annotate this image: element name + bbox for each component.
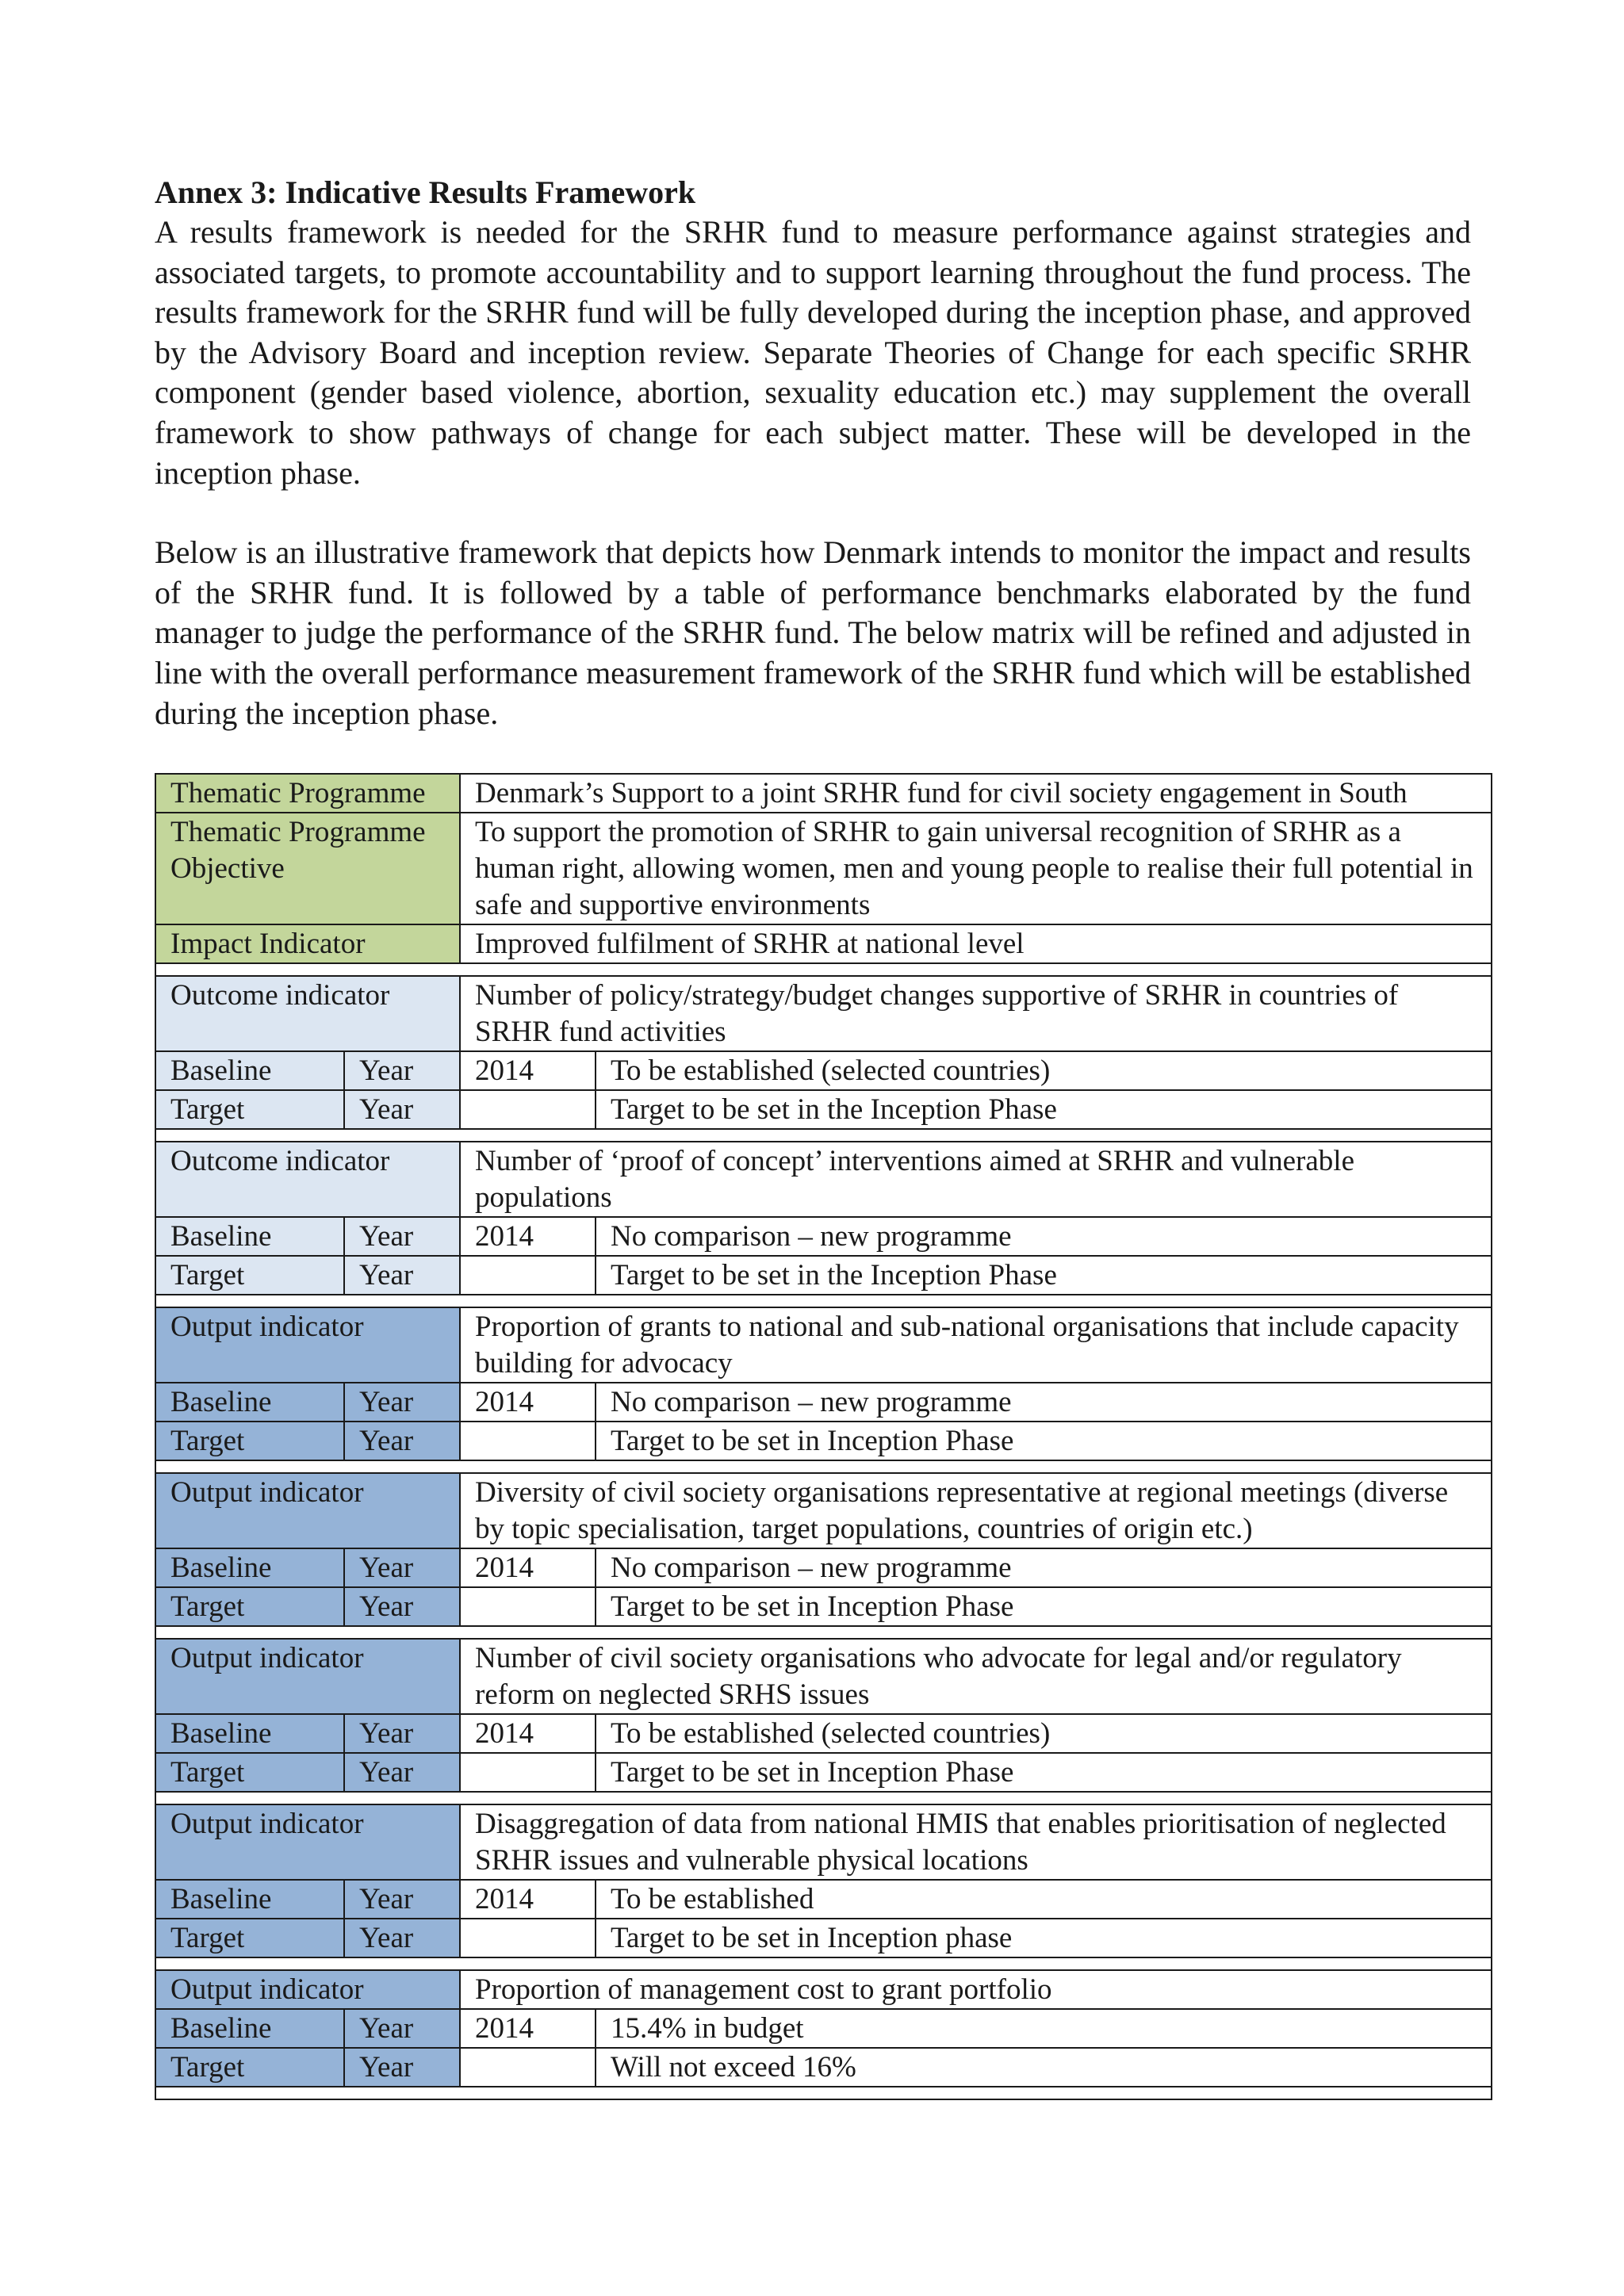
spacer-cell [155, 1626, 1492, 1639]
objective-label: Thematic Programme Objective [155, 813, 460, 924]
spacer-row [155, 1626, 1492, 1639]
baseline-year: 2014 [460, 1051, 596, 1090]
target-value: Target to be set in Inception phase [596, 1919, 1492, 1957]
baseline-row [155, 2009, 1492, 2048]
indicator-label: Outcome indicator [155, 1142, 460, 1217]
indicator-label: Output indicator [155, 1639, 460, 1714]
annex-heading: Annex 3: Indicative Results Framework [155, 174, 696, 210]
indicator-value: Proportion of management cost to grant portfolio [460, 1970, 1492, 2009]
indicator-value: Number of policy/strategy/budget changes supportive of SRHR in countries of SRHR fund activities [460, 976, 1492, 1051]
baseline-year: 2014 [460, 1714, 596, 1753]
baseline-row [155, 1714, 1492, 1753]
target-year-label: Year [344, 2048, 460, 2087]
indicator-value: Number of ‘proof of concept’ interventions aimed at SRHR and vulnerable populations [460, 1142, 1492, 1217]
indicator-label: Output indicator [155, 1473, 460, 1548]
impact-label: Impact Indicator [155, 924, 460, 963]
baseline-label: Baseline [155, 2009, 344, 2048]
spacer-cell [155, 1295, 1492, 1307]
baseline-label: Baseline [155, 1217, 344, 1256]
framework-matrix [155, 773, 1492, 2100]
target-year [460, 1753, 596, 1792]
baseline-value: No comparison – new programme [596, 1383, 1492, 1422]
indicator-row [155, 1473, 1492, 1548]
spacer-cell [155, 1792, 1492, 1804]
indicator-row [155, 976, 1492, 1051]
spacer-row [155, 963, 1492, 976]
target-year [460, 1422, 596, 1460]
indicator-value: Diversity of civil society organisations representative at regional meetings (diverse by topic specialisation, target populations, countries of origin etc.) [460, 1473, 1492, 1548]
target-year [460, 1090, 596, 1129]
baseline-year: 2014 [460, 1548, 596, 1587]
baseline-year-label: Year [344, 1880, 460, 1919]
target-row [155, 1587, 1492, 1626]
baseline-year: 2014 [460, 1383, 596, 1422]
target-year-label: Year [344, 1753, 460, 1792]
baseline-year: 2014 [460, 2009, 596, 2048]
baseline-label: Baseline [155, 1880, 344, 1919]
indicator-label: Output indicator [155, 1804, 460, 1880]
indicator-row [155, 1639, 1492, 1714]
spacer-row [155, 1460, 1492, 1473]
programme-value: Denmark’s Support to a joint SRHR fund for civil society engagement in South [460, 774, 1492, 813]
baseline-year-label: Year [344, 1548, 460, 1587]
baseline-value: To be established (selected countries) [596, 1714, 1492, 1753]
indicator-row [155, 1142, 1492, 1217]
baseline-label: Baseline [155, 1051, 344, 1090]
indicator-value: Disaggregation of data from national HMIS that enables prioritisation of neglected SRHR issues and vulnerable physical locations [460, 1804, 1492, 1880]
spacer-cell [155, 1129, 1492, 1142]
spacer-cell [155, 1460, 1492, 1473]
target-row [155, 2048, 1492, 2087]
target-label: Target [155, 1256, 344, 1295]
impact-value: Improved fulfilment of SRHR at national level [460, 924, 1492, 963]
target-year [460, 1919, 596, 1957]
target-value: Target to be set in Inception Phase [596, 1422, 1492, 1460]
target-value: Target to be set in the Inception Phase [596, 1090, 1492, 1129]
target-year [460, 2048, 596, 2087]
target-year-label: Year [344, 1256, 460, 1295]
spacer-row [155, 1129, 1492, 1142]
framework-paragraph: Below is an illustrative framework that depicts how Denmark intends to monitor the impact and results of the SRHR fund. It is followed by a table of performance benchmarks elaborated by the fund manager to judge the performance of the SRHR fund. The below matrix will be refined and adjusted in line with the overall performance measurement framework of the SRHR fund which will be established during the inception phase. [155, 534, 1471, 731]
indicator-label: Output indicator [155, 1307, 460, 1383]
spacer-row [155, 1792, 1492, 1804]
baseline-year-label: Year [344, 2009, 460, 2048]
document-body [155, 173, 1471, 733]
impact-row [155, 924, 1492, 963]
baseline-label: Baseline [155, 1548, 344, 1587]
baseline-year-label: Year [344, 1051, 460, 1090]
baseline-year-label: Year [344, 1217, 460, 1256]
target-year [460, 1256, 596, 1295]
target-row [155, 1090, 1492, 1129]
objective-value: To support the promotion of SRHR to gain universal recognition of SRHR as a human right, allowing women, men and young people to realise their full potential in safe and supportive environments [460, 813, 1492, 924]
target-label: Target [155, 1090, 344, 1129]
indicator-value: Number of civil society organisations who advocate for legal and/or regulatory reform on neglected SRHS issues [460, 1639, 1492, 1714]
target-value: Target to be set in the Inception Phase [596, 1256, 1492, 1295]
target-label: Target [155, 2048, 344, 2087]
spacer-cell [155, 963, 1492, 976]
baseline-row [155, 1383, 1492, 1422]
indicator-row [155, 1804, 1492, 1880]
baseline-year: 2014 [460, 1217, 596, 1256]
target-label: Target [155, 1919, 344, 1957]
target-row [155, 1422, 1492, 1460]
baseline-value: To be established [596, 1880, 1492, 1919]
target-row [155, 1919, 1492, 1957]
baseline-row [155, 1217, 1492, 1256]
baseline-year: 2014 [460, 1880, 596, 1919]
baseline-row [155, 1051, 1492, 1090]
target-row [155, 1753, 1492, 1792]
baseline-value: No comparison – new programme [596, 1548, 1492, 1587]
target-label: Target [155, 1753, 344, 1792]
baseline-label: Baseline [155, 1714, 344, 1753]
target-year-label: Year [344, 1422, 460, 1460]
target-year-label: Year [344, 1919, 460, 1957]
target-value: Target to be set in Inception Phase [596, 1587, 1492, 1626]
target-year-label: Year [344, 1090, 460, 1129]
target-value: Target to be set in Inception Phase [596, 1753, 1492, 1792]
spacer-cell [155, 1957, 1492, 1970]
baseline-value: No comparison – new programme [596, 1217, 1492, 1256]
programme-label: Thematic Programme [155, 774, 460, 813]
baseline-row [155, 1880, 1492, 1919]
baseline-value: To be established (selected countries) [596, 1051, 1492, 1090]
target-year [460, 1587, 596, 1626]
baseline-year-label: Year [344, 1714, 460, 1753]
indicator-label: Outcome indicator [155, 976, 460, 1051]
objective-row [155, 813, 1492, 924]
programme-row [155, 774, 1492, 813]
baseline-label: Baseline [155, 1383, 344, 1422]
indicator-row [155, 1970, 1492, 2009]
spacer-row [155, 2087, 1492, 2099]
baseline-year-label: Year [344, 1383, 460, 1422]
baseline-row [155, 1548, 1492, 1587]
indicator-label: Output indicator [155, 1970, 460, 2009]
target-year-label: Year [344, 1587, 460, 1626]
target-label: Target [155, 1422, 344, 1460]
spacer-cell [155, 2087, 1492, 2099]
intro-paragraph: A results framework is needed for the SRHR fund to measure performance against strategies and associated targets, to promote accountability and to support learning throughout the fund process. The results framework for the SRHR fund will be fully developed during the inception phase, and approved by the Advisory Board and inception review. Separate Theories of Change for each specific SRHR component (gender based violence, abortion, sexuality education etc.) may supplement the overall framework to show pathways of change for each subject matter. These will be developed in the inception phase. [155, 214, 1471, 491]
spacer-row [155, 1957, 1492, 1970]
spacer-row [155, 1295, 1492, 1307]
target-value: Will not exceed 16% [596, 2048, 1492, 2087]
results-framework-table [155, 773, 1491, 2100]
indicator-value: Proportion of grants to national and sub-national organisations that include capacity building for advocacy [460, 1307, 1492, 1383]
target-label: Target [155, 1587, 344, 1626]
target-row [155, 1256, 1492, 1295]
paragraph-gap [155, 493, 1471, 533]
baseline-value: 15.4% in budget [596, 2009, 1492, 2048]
indicator-row [155, 1307, 1492, 1383]
